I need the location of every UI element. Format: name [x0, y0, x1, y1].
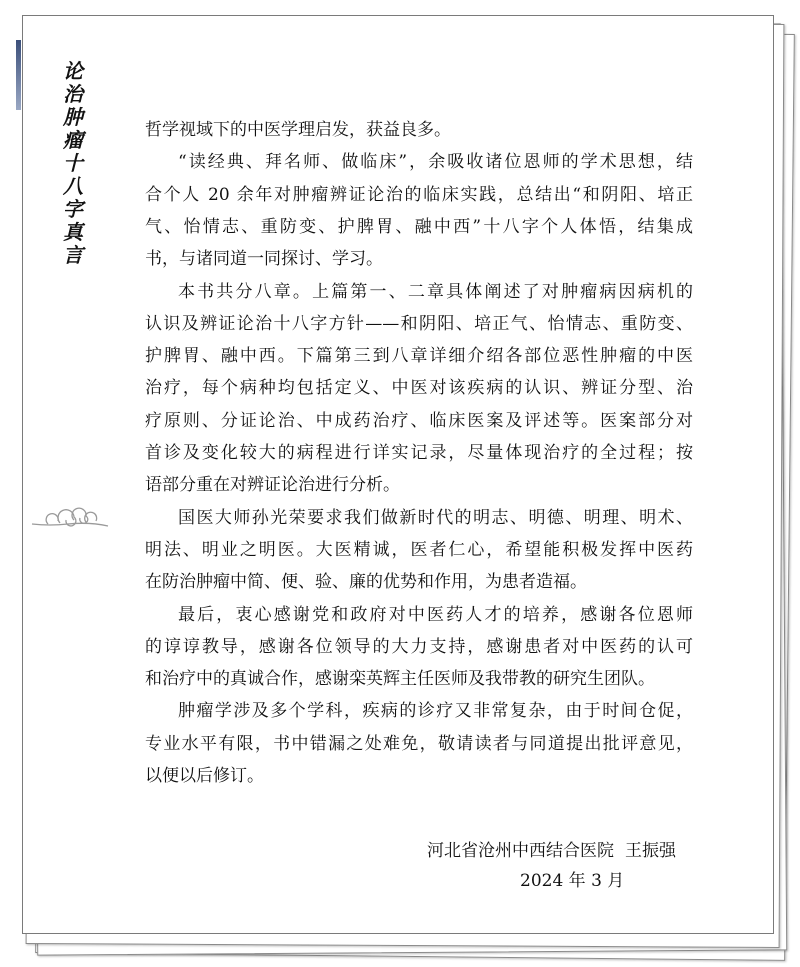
text-line: 以便以后修订。: [145, 766, 264, 786]
text-line: 本书共分八章。上篇第一、二章具体阐述了对肿瘤病因病机的: [178, 281, 693, 302]
signature-author: 王振强: [625, 841, 676, 861]
text-line: 和治疗中的真诚合作，感谢栾英辉主任医师及我带教的研究生团队。: [145, 669, 655, 690]
text-line: 护脾胃、融中西。下篇第三到八章详细介绍各部位恶性肿瘤的中医: [145, 346, 693, 367]
text-line: 的谆谆教导，感谢各位领导的大力支持，感谢患者对中医药的认可: [145, 636, 693, 657]
page-edge-accent: [16, 40, 21, 110]
text-line: 治疗，每个病种均包括定义、中医对该疾病的认识、辨证分型、治: [145, 378, 693, 399]
text-line: “读经典、拜名师、做临床”，余吸收诸位恩师的学术思想，结: [178, 152, 693, 173]
text-line: 哲学视域下的中医学理启发，获益良多。: [145, 120, 451, 140]
text-line: 认识及辨证论治十八字方针——和阴阳、培正气、怡情志、重防变、: [145, 313, 693, 334]
text-line: 疗原则、分证论治、中成药治疗、临床医案及评述等。医案部分对: [145, 410, 693, 431]
text-line: 肿瘤学涉及多个学科，疾病的诊疗又非常复杂，由于时间仓促，: [178, 701, 693, 722]
vertical-book-title: 论治肿瘤十八字真言: [63, 59, 83, 267]
signature-date: 2024 年 3 月: [520, 871, 625, 891]
text-line: 明法、明业之明医。大医精诚，医者仁心，希望能积极发挥中医药: [145, 539, 693, 560]
text-line: 最后，衷心感谢党和政府对中医药人才的培养，感谢各位恩师: [178, 604, 693, 625]
cloud-ornament-icon: [30, 502, 110, 532]
text-line: 在防治肿瘤中简、便、验、廉的优势和作用，为患者造福。: [145, 572, 587, 593]
text-line: 专业水平有限，书中错漏之处难免，敬请读者与同道提出批评意见，: [145, 733, 693, 754]
signature-org: 河北省沧州中西结合医院: [427, 841, 614, 861]
text-line: 首诊及变化较大的病程进行详实记录，尽量体现治疗的全过程；按: [145, 443, 693, 463]
text-line: 国医大师孙光荣要求我们做新时代的明志、明德、明理、明术、: [178, 507, 693, 528]
text-line: 语部分重在对辨证论治进行分析。: [145, 475, 400, 496]
text-line: 合个人 20 余年对肿瘤辨证论治的临床实践，总结出“和阴阳、培正: [145, 184, 693, 205]
text-line: 气、怡情志、重防变、护脾胃、融中西”十八字个人体悟，结集成: [145, 216, 693, 237]
text-line: 书，与诸同道一同探讨、学习。: [145, 249, 383, 270]
